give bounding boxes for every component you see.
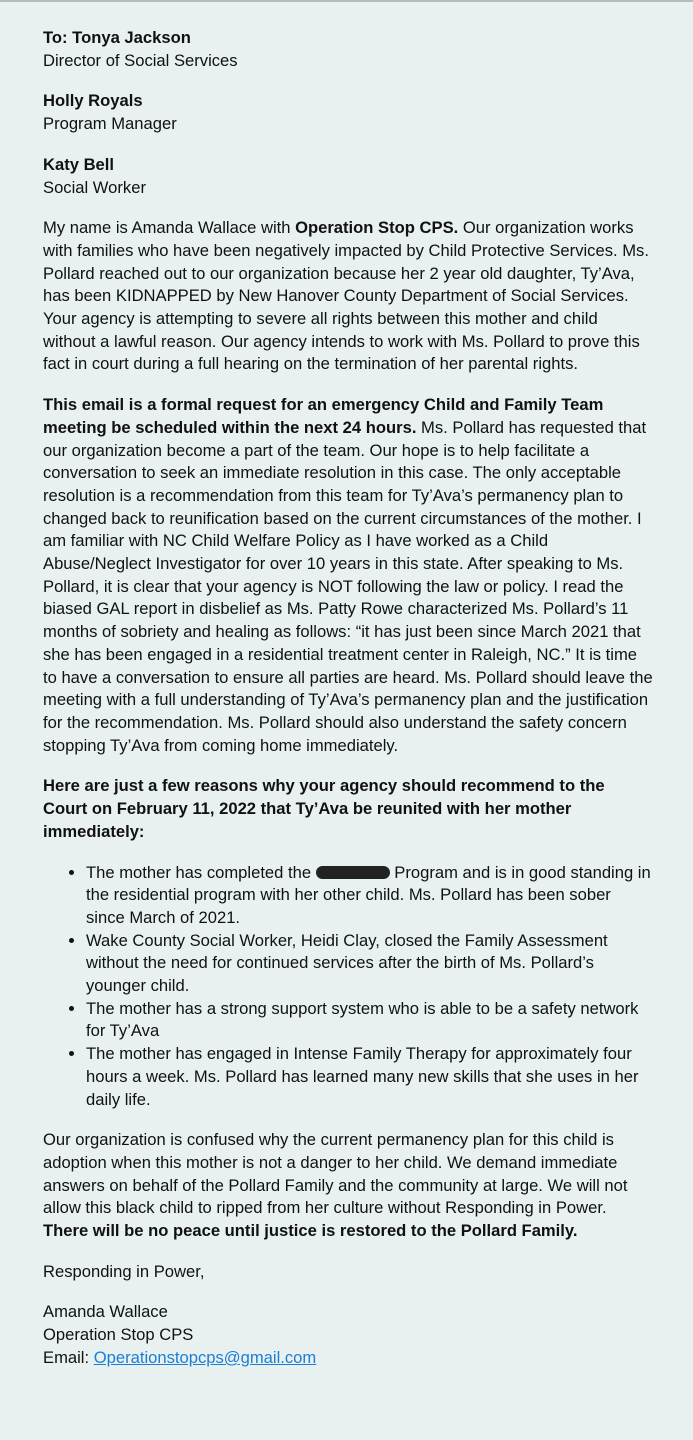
list-item: • The mother has a strong support system who is able to be a safety network for Ty’Ava [86, 998, 653, 1043]
intro-paragraph: My name is Amanda Wallace with Operation Stop CPS. Our organization works with families who have been negatively impacted by Child Protective Services. Ms. Pollard reached out to our organization because her 2 year old daughter, Ty’Ava, has been KIDNAPPED by New Hanover County Department of Social Services. Your agency is attempting to severe all rights between this mother and child without a lawful reason. Our agency intends to work with Ms. Pollard to prove this fact in court during a full hearing on the termination of her parental rights. [43, 218, 649, 374]
email-body [0, 2, 693, 1370]
signature-block [43, 1301, 653, 1369]
recipient-name: To: Tonya Jackson [43, 28, 191, 47]
recipient-block [43, 90, 653, 135]
list-item: • Wake County Social Worker, Heidi Clay, closed the Family Assessment without the need for continued services after the birth of Ms. Pollard’s younger child. [86, 930, 653, 998]
request-statement: This email is a formal request for an emergency Child and Family Team meeting be scheduled within the next 24 hours. [43, 395, 604, 437]
recipient-block [43, 27, 653, 72]
list-item: • The mother has engaged in Intense Family Therapy for approximately four hours a week. Ms. Pollard has learned many new skills that she uses in her daily life. [86, 1043, 653, 1111]
redaction-mark [316, 866, 390, 879]
recipient-title: Program Manager [43, 114, 177, 134]
org-name: Operation Stop CPS. [295, 218, 459, 238]
recipient-name: Katy Bell [43, 154, 115, 174]
recipient-title: Social Worker [43, 177, 146, 197]
reasons-list [43, 862, 653, 1112]
list-item: • The mother has completed the Program and is in good standing in the residential program with her other child. Ms. Pollard has been sober since March of 2021. [86, 862, 653, 930]
signature-name: Amanda Wallace [43, 1302, 168, 1322]
closing-statement: There will be no peace until justice is restored to the Pollard Family. [43, 1221, 578, 1241]
request-paragraph: This email is a formal request for an emergency Child and Family Team meeting be scheduled within the next 24 hours. Ms. Pollard has requested that our organization become a part of the team. Our hope is to help facilitate a conversation to seek an immediate resolution in this case. The only acceptable resolution is a recommendation from this team for Ty’Ava’s permanency plan to changed back to reunification based on the current circumstances of the mother. I am familiar with NC Child Welfare Policy as I have worked as a Child Abuse/Neglect Investigator for over 10 years in this state. After speaking to Ms. Pollard, it is clear that your agency is NOT following the law or policy. I read the biased GAL report in disbelief as Ms. Patty Rowe characterized Ms. Pollard’s 11 months of sobriety and healing as follows: “it has just been since March 2021 that she has been engaged in a residential treatment center in Raleigh, NC.” It is time to have a conversation to ensure all parties are heard. Ms. Pollard should leave the meeting with a full understanding of Ty’Ava’s permanency plan and the justification for the recommendation. Ms. Pollard should also understand the safety concern stopping Ty’Ava from coming home immediately. [43, 395, 653, 755]
recipient-title: Director of Social Services [43, 50, 238, 70]
closing-paragraph: Our organization is confused why the current permanency plan for this child is adoption when this mother is not a danger to her child. We demand immediate answers on behalf of the Pollard Family and the community at large. We will not allow this black child to ripped from her culture without Responding in Power. There will be no peace until justice is restored to the Pollard Family. [43, 1130, 628, 1241]
signature-org: Operation Stop CPS [43, 1325, 194, 1345]
reasons-heading: Here are just a few reasons why your agency should recommend to the Court on February 11, 2022 that Ty’Ava be reunited with her mother immediately: [43, 776, 605, 841]
recipient-block [43, 154, 653, 199]
recipient-name: Holly Royals [43, 91, 143, 111]
signature-email-line: Email: Operationstopcps@gmail.com [43, 1347, 317, 1367]
email-link[interactable]: Operationstopcps@gmail.com [93, 1347, 317, 1367]
signoff: Responding in Power, [43, 1261, 205, 1281]
